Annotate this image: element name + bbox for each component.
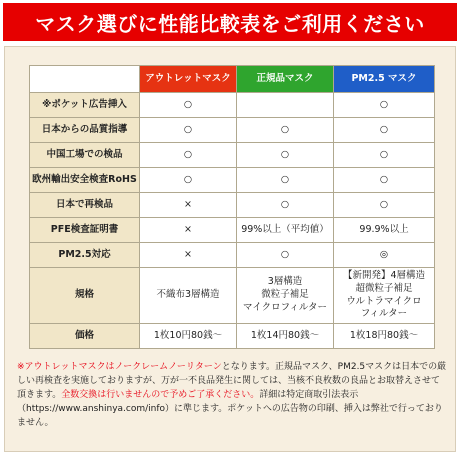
cell-outlet: × (140, 218, 237, 243)
table-row (30, 143, 435, 168)
cell-genuine: 99%以上（平均値） (237, 218, 334, 243)
cell-pm25: 99.9%以上 (334, 218, 435, 243)
row-label: 欧州輸出安全検査RoHS (30, 168, 140, 193)
cell-genuine: ○ (237, 143, 334, 168)
cell-pm25: ○ (334, 118, 435, 143)
header-genuine-mask: 正規品マスク (237, 66, 334, 93)
row-label: 日本で再検品 (30, 193, 140, 218)
note-details: 詳細は特定商取引法表示（https://www.anshinya.com/info）に準じます。ポケットへの広告物の印刷、挿入は弊社で行っておりません。 (17, 389, 443, 428)
cell-genuine: 1枚14円80銭〜 (237, 324, 334, 349)
cell-genuine: ○ (237, 193, 334, 218)
table-row (30, 218, 435, 243)
cell-outlet: 不織布3層構造 (140, 268, 237, 324)
header-blank (30, 66, 140, 93)
comparison-table (29, 65, 435, 349)
row-label: 価格 (30, 324, 140, 349)
cell-outlet: × (140, 193, 237, 218)
table-row (30, 268, 435, 324)
cell-outlet: ○ (140, 143, 237, 168)
row-label: 中国工場での検品 (30, 143, 140, 168)
cell-genuine (237, 93, 334, 118)
table-header-row (30, 66, 435, 93)
table-row (30, 243, 435, 268)
row-label: 規格 (30, 268, 140, 324)
cell-genuine: 3層構造 微粒子補足 マイクロフィルター (237, 268, 334, 324)
header-pm25-mask: PM2.5 マスク (334, 66, 435, 93)
note-replacement: となります。正規品マスク、PM2.5マスクは日本での厳しい再検査を実施しておりますが、万が一不良品発生に関しては、当核不良枚数の良品とお取替えさせて頂きます。 (17, 362, 447, 400)
cell-outlet: × (140, 243, 237, 268)
cell-outlet: ○ (140, 93, 237, 118)
note-no-claim: ※アウトレットマスクはノークレームノーリターン (17, 362, 222, 372)
cell-pm25: ○ (334, 143, 435, 168)
table-row (30, 118, 435, 143)
cell-pm25: ○ (334, 93, 435, 118)
page-banner (3, 3, 457, 41)
cell-pm25: ◎ (334, 243, 435, 268)
table-row (30, 93, 435, 118)
table-row (30, 193, 435, 218)
cell-outlet: ○ (140, 118, 237, 143)
row-label: 日本からの品質指導 (30, 118, 140, 143)
cell-pm25: ○ (334, 193, 435, 218)
note-no-full-exchange: 全数交換は行いませんので予めご了承ください。 (61, 389, 260, 400)
cell-pm25: 【新開発】4層構造 超微粒子補足 ウルトラマイクロ フィルター (334, 268, 435, 324)
banner-title: マスク選びに性能比較表をご利用ください (35, 11, 425, 36)
disclaimer-note (17, 361, 447, 431)
table-row (30, 324, 435, 349)
row-label: ※ポケット広告挿入 (30, 93, 140, 118)
row-label: PFE検査証明書 (30, 218, 140, 243)
cell-genuine: ○ (237, 243, 334, 268)
header-outlet-mask: アウトレットマスク (140, 66, 237, 93)
cell-outlet: ○ (140, 168, 237, 193)
cell-genuine: ○ (237, 168, 334, 193)
cell-outlet: 1枚10円80銭〜 (140, 324, 237, 349)
comparison-panel (4, 46, 456, 452)
row-label: PM2.5対応 (30, 243, 140, 268)
cell-genuine: ○ (237, 118, 334, 143)
cell-pm25: ○ (334, 168, 435, 193)
table-row (30, 168, 435, 193)
cell-pm25: 1枚18円80銭〜 (334, 324, 435, 349)
